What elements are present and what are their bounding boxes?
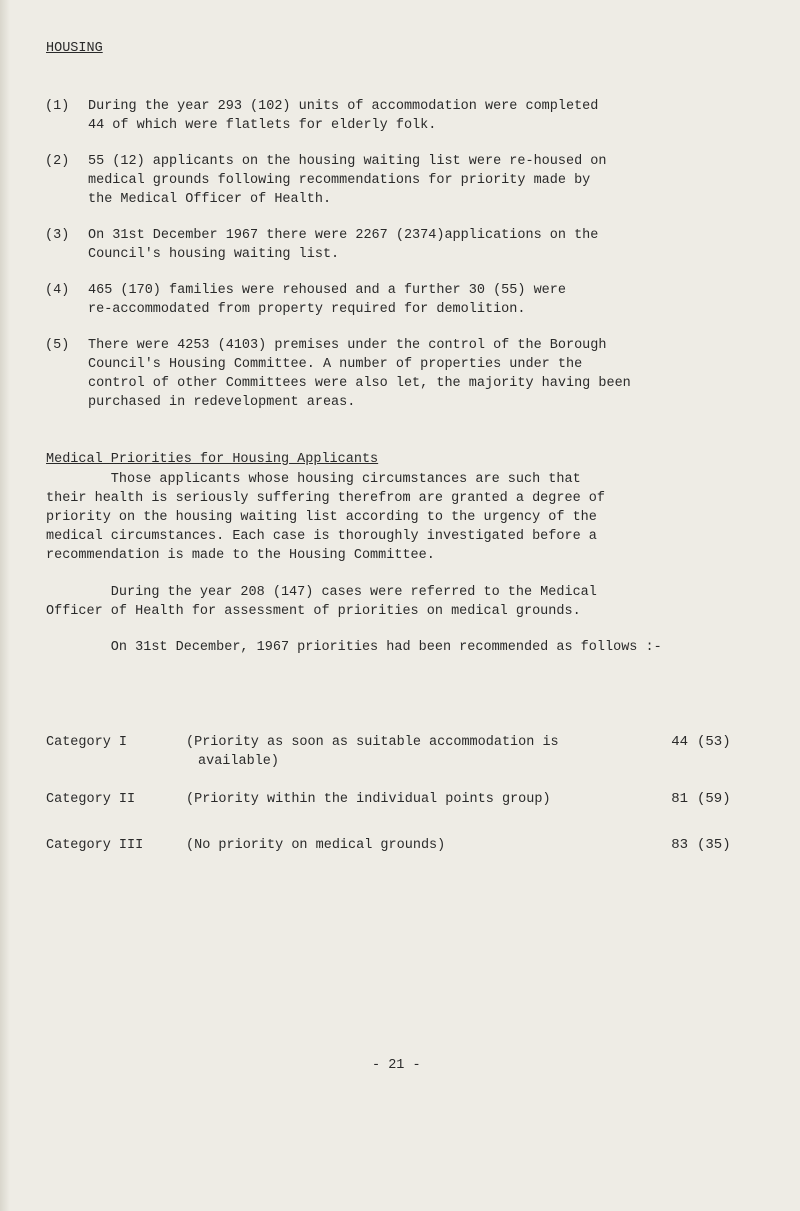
category-value: 81 <box>671 791 688 807</box>
page-number: - 21 - <box>372 1058 421 1073</box>
category-value: 44 <box>671 734 688 750</box>
paragraph-line: priority on the housing waiting list according to the urgency of the <box>46 510 597 525</box>
category-previous: (35) <box>697 837 731 853</box>
item-line: re-accommodated from property required for demolition. <box>88 302 526 317</box>
item-line: the Medical Officer of Health. <box>88 192 332 207</box>
category-previous: (59) <box>697 791 731 807</box>
paragraph-line: recommendation is made to the Housing Committee. <box>46 548 435 563</box>
category-name: Category II <box>46 792 136 807</box>
item-line: On 31st December 1967 there were 2267 (2374)applications on the <box>88 228 599 243</box>
paragraph-line: Officer of Health for assessment of priorities on medical grounds. <box>46 604 581 619</box>
page-edge <box>0 0 10 1211</box>
subheading: Medical Priorities for Housing Applicants <box>46 452 379 467</box>
item-number: (1) <box>45 99 70 114</box>
item-line: 465 (170) families were rehoused and a further 30 (55) were <box>88 283 566 298</box>
paragraph-line: Those applicants whose housing circumstances are such that <box>46 472 581 487</box>
category-name: Category III <box>46 838 144 853</box>
item-line: 44 of which were flatlets for elderly folk. <box>88 118 437 133</box>
item-line: There were 4253 (4103) premises under the control of the Borough <box>88 338 607 353</box>
item-line: During the year 293 (102) units of accommodation were completed <box>88 99 599 114</box>
category-previous: (53) <box>697 734 731 750</box>
item-line: medical grounds following recommendations for priority made by <box>88 173 591 188</box>
item-number: (3) <box>45 228 70 243</box>
item-number: (2) <box>45 154 70 169</box>
paragraph-line: During the year 208 (147) cases were referred to the Medical <box>46 585 597 600</box>
item-line: purchased in redevelopment areas. <box>88 395 356 410</box>
section-heading: HOUSING <box>46 41 103 56</box>
category-value: 83 <box>671 837 688 853</box>
item-number: (5) <box>45 338 70 353</box>
item-line: 55 (12) applicants on the housing waiting list were re-housed on <box>88 154 607 169</box>
item-number: (4) <box>45 283 70 298</box>
item-line: Council's housing waiting list. <box>88 247 340 262</box>
category-name: Category I <box>46 735 128 750</box>
paragraph-line: On 31st December, 1967 priorities had been recommended as follows :- <box>46 640 662 655</box>
paragraph-line: their health is seriously suffering therefrom are granted a degree of <box>46 491 605 506</box>
category-description: (No priority on medical grounds) <box>186 838 446 853</box>
category-description: available) <box>198 754 280 769</box>
paragraph-line: medical circumstances. Each case is thoroughly investigated before a <box>46 529 597 544</box>
category-description: (Priority as soon as suitable accommodation is <box>186 735 559 750</box>
item-line: control of other Committees were also let, the majority having been <box>88 376 631 391</box>
category-description: (Priority within the individual points group) <box>186 792 551 807</box>
item-line: Council's Housing Committee. A number of properties under the <box>88 357 583 372</box>
